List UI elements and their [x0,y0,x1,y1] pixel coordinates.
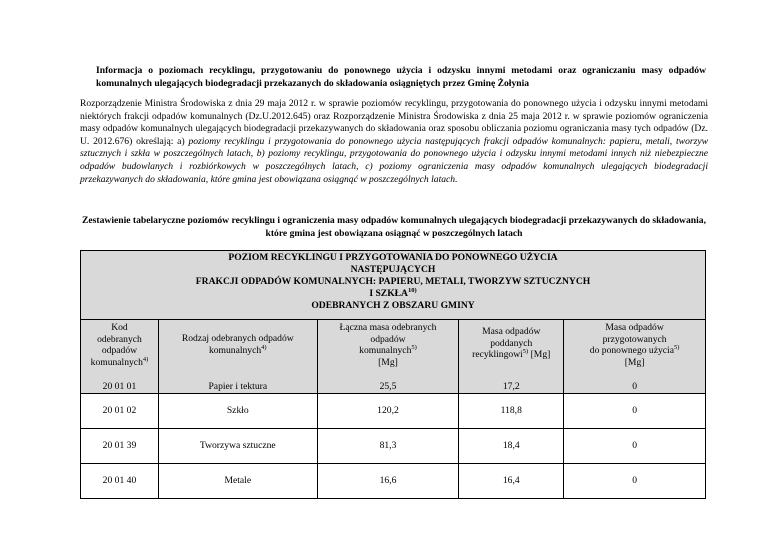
cell-code: 20 01 01 [81,381,159,394]
col-header-total-mass: Łączna masa odebranych odpadów komunalnych$^{5)}$ [Mg] [317,320,459,382]
cell-type: Papier i tektura [158,381,317,394]
cell-code: 20 01 39 [81,429,159,464]
cell-recycled: 118,8 [459,394,564,429]
table-header-row [81,251,706,320]
cell-total: 16,6 [317,464,459,499]
header-line-3: FRAKCJI ODPADÓW KOMUNALNYCH: PAPIERU, METALI, TWORZYW SZTUCZNYCH [195,276,591,287]
cell-reused: 0 [564,394,706,429]
col-header-recycled-mass: Masa odpadów poddanych recyklingowi$^{5)}$ [Mg] [459,320,564,382]
table-main-header [81,251,706,320]
cell-recycled: 16,4 [459,464,564,499]
recycling-table [80,250,706,499]
header-line-1: POZIOM RECYKLINGU I PRZYGOTOWANIA DO PONOWNEGO UŻYCIA [228,252,558,263]
cell-code: 20 01 40 [81,464,159,499]
table-row [81,464,706,499]
intro-paragraph [80,98,708,186]
cell-type: Tworzywa sztuczne [158,429,317,464]
cell-code: 20 01 02 [81,394,159,429]
col-header-code: Kod odebranych odpadów komunalnych$^{4)}$ [81,320,159,382]
table-row [81,429,706,464]
cell-type: Szkło [158,394,317,429]
cell-total: 81,3 [317,429,459,464]
col-header-type: Rodzaj odebranych odpadów komunalnych$^{4)}$ [158,320,317,382]
cell-reused: 0 [564,381,706,394]
header-line-2: NASTĘPUJĄCYCH [350,264,436,275]
header-line-5: ODEBRANYCH Z OBSZARU GMINY [311,300,475,311]
cell-total: 120,2 [317,394,459,429]
cell-recycled: 18,4 [459,429,564,464]
table-row [81,381,706,394]
table-title: Zestawienie tabelaryczne poziomów recyklingu i ograniczenia masy odpadów komunalnych ulegających biodegradacji przekazywanych do składowania, które gmina jest obowiązana osiągnąć w poszczególnych latach [82,215,706,239]
cell-reused: 0 [564,429,706,464]
header-line-4: I SZKŁA$^{10)}$ [369,286,417,299]
intro-italic-text: poziomy recyklingu i przygotowania do ponownego użycia następujących frakcji odpadów komunalnych: papieru, metali, tworzyw sztucznych i szkła w poszczególnych latach, b) poziomy recyklingu, przygotowania do ponownego użycia i odzysku innymi metodami innych niż niebezpieczne odpadów budowlanych i rozbiórkowych w poszczególnych latach, c) poziomy ograniczenia masy odpadów komunalnych ulegających biodegradacji przekazywanych do składowania, które gmina jest obowiązana osiągnąć w poszczególnych latach. [80,135,708,185]
cell-type: Metale [158,464,317,499]
cell-recycled: 17,2 [459,381,564,394]
intro-plain-text: Rozporządzenie Ministra Środowiska z dnia 29 maja 2012 r. w sprawie poziomów recyklingu, przygotowania do ponownego użycia i odzysku innymi metodami niektórych frakcji odpadów komunalnych (Dz.U.2012.645) oraz Rozporządzenie Ministra Środowiska z dnia 25 maja 2012 r. w sprawie poziomów ograniczenia masy odpadów komunalnych ulegających biodegradacji przekazywanych do składowania oraz sposobu obliczania poziomu ograniczania masy tych odpadów (Dz. U. 2012.676) określają: a) [80,98,708,147]
col-header-reused-mass: Masa odpadów przygotowanych do ponownego użycia$^{5)}$ [Mg] [564,320,706,382]
document-title: Informacja o poziomach recyklingu, przygotowaniu do ponownego użycia i odzysku innymi metodami oraz ograniczaniu masy odpadów komunalnych ulegających biodegradacji przekazanych do składowania osiągniętych przez Gminę Żołynia [96,65,706,89]
cell-reused: 0 [564,464,706,499]
cell-total: 25,5 [317,381,459,394]
column-header-row [81,320,706,382]
table-row [81,394,706,429]
